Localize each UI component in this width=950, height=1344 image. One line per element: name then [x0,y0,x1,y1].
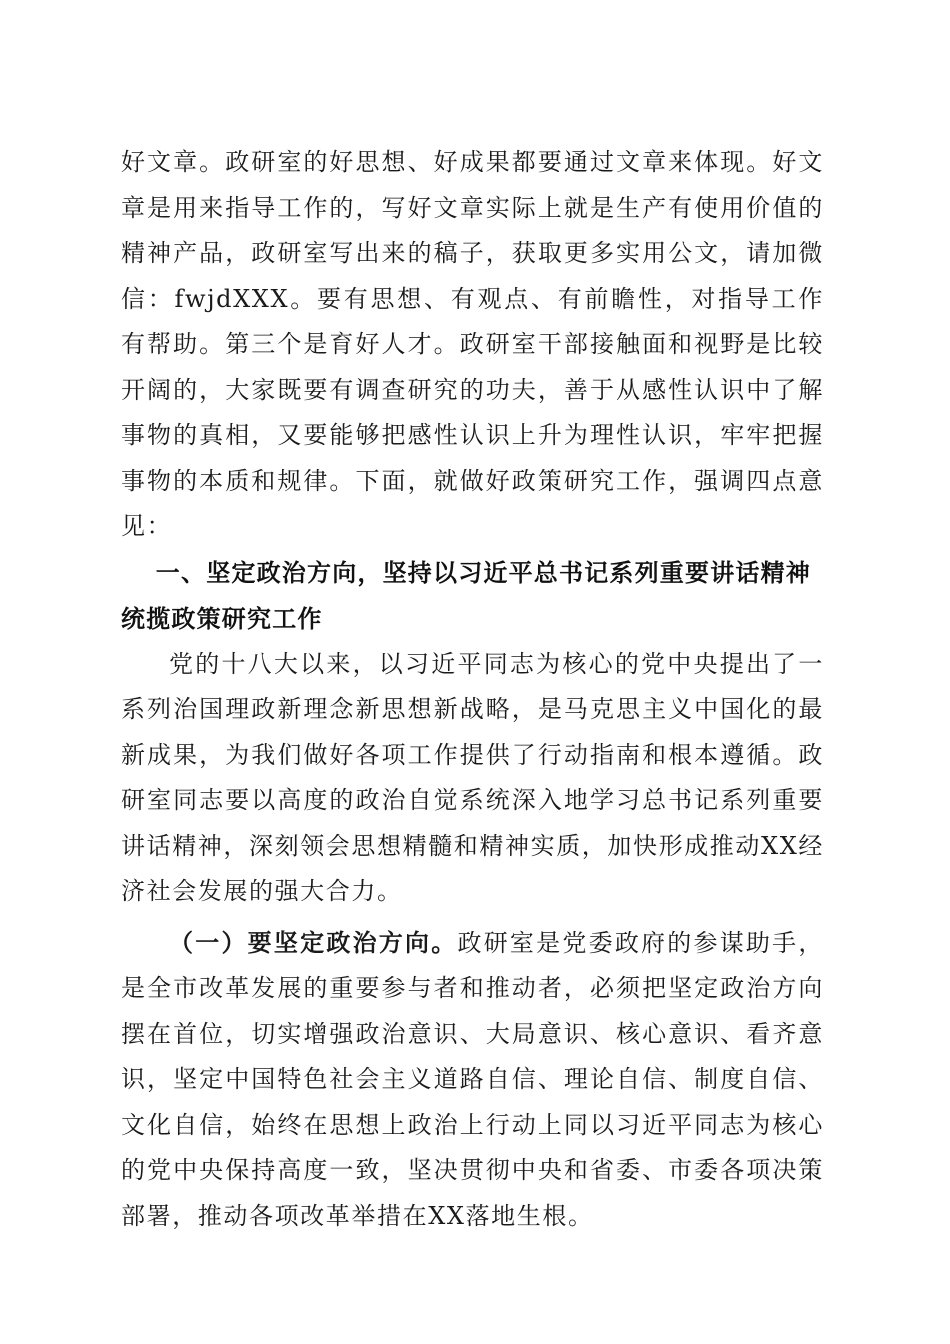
section-heading-1: 一、坚定政治方向，坚持以习近平总书记系列重要讲话精神统揽政策研究工作 [121,558,811,633]
subsection-lead: （一）要坚定政治方向。 [169,928,458,957]
subsection-body: 政研室是党委政府的参谋助手，是全市改革发展的重要参与者和推动者，必须把坚定政治方向摆在首位，切实增强政治意识、大局意识、核心意识、看齐意识，坚定中国特色社会主义道路自信、理论自信、制度自信、文化自信，始终在思想上政治上行动上同以习近平同志为核心的党中央保持高度一致，坚决贯彻中央和省委、市委各项决策部署，推动各项改革举措在XX落地生根。 [121,928,824,1230]
paragraph-subsection-1 [121,921,824,1240]
document-body [121,140,824,1239]
paragraph-section-1-intro: 党的十八大以来，以习近平同志为核心的党中央提出了一系列治国理政新理念新思想新战略，是马克思主义中国化的最新成果，为我们做好各项工作提供了行动指南和根本遵循。政研室同志要以高度的政治自觉系统深入地学习总书记系列重要讲话精神，深刻领会思想精髓和精神实质，加快形成推动XX经济社会发展的强大合力。 [121,649,824,905]
paragraph-continuation: 好文章。政研室的好思想、好成果都要通过文章来体现。好文章是用来指导工作的，写好文章实际上就是生产有使用价值的精神产品，政研室写出来的稿子，获取更多实用公文，请加微信：fwjdXXX。要有思想、有观点、有前瞻性，对指导工作有帮助。第三个是育好人才。政研室干部接触面和视野是比较开阔的，大家既要有调查研究的功夫，善于从感性认识中了解事物的真相，又要能够把感性认识上升为理性认识，牢牢把握事物的本质和规律。下面，就做好政策研究工作，强调四点意见： [121,148,824,540]
